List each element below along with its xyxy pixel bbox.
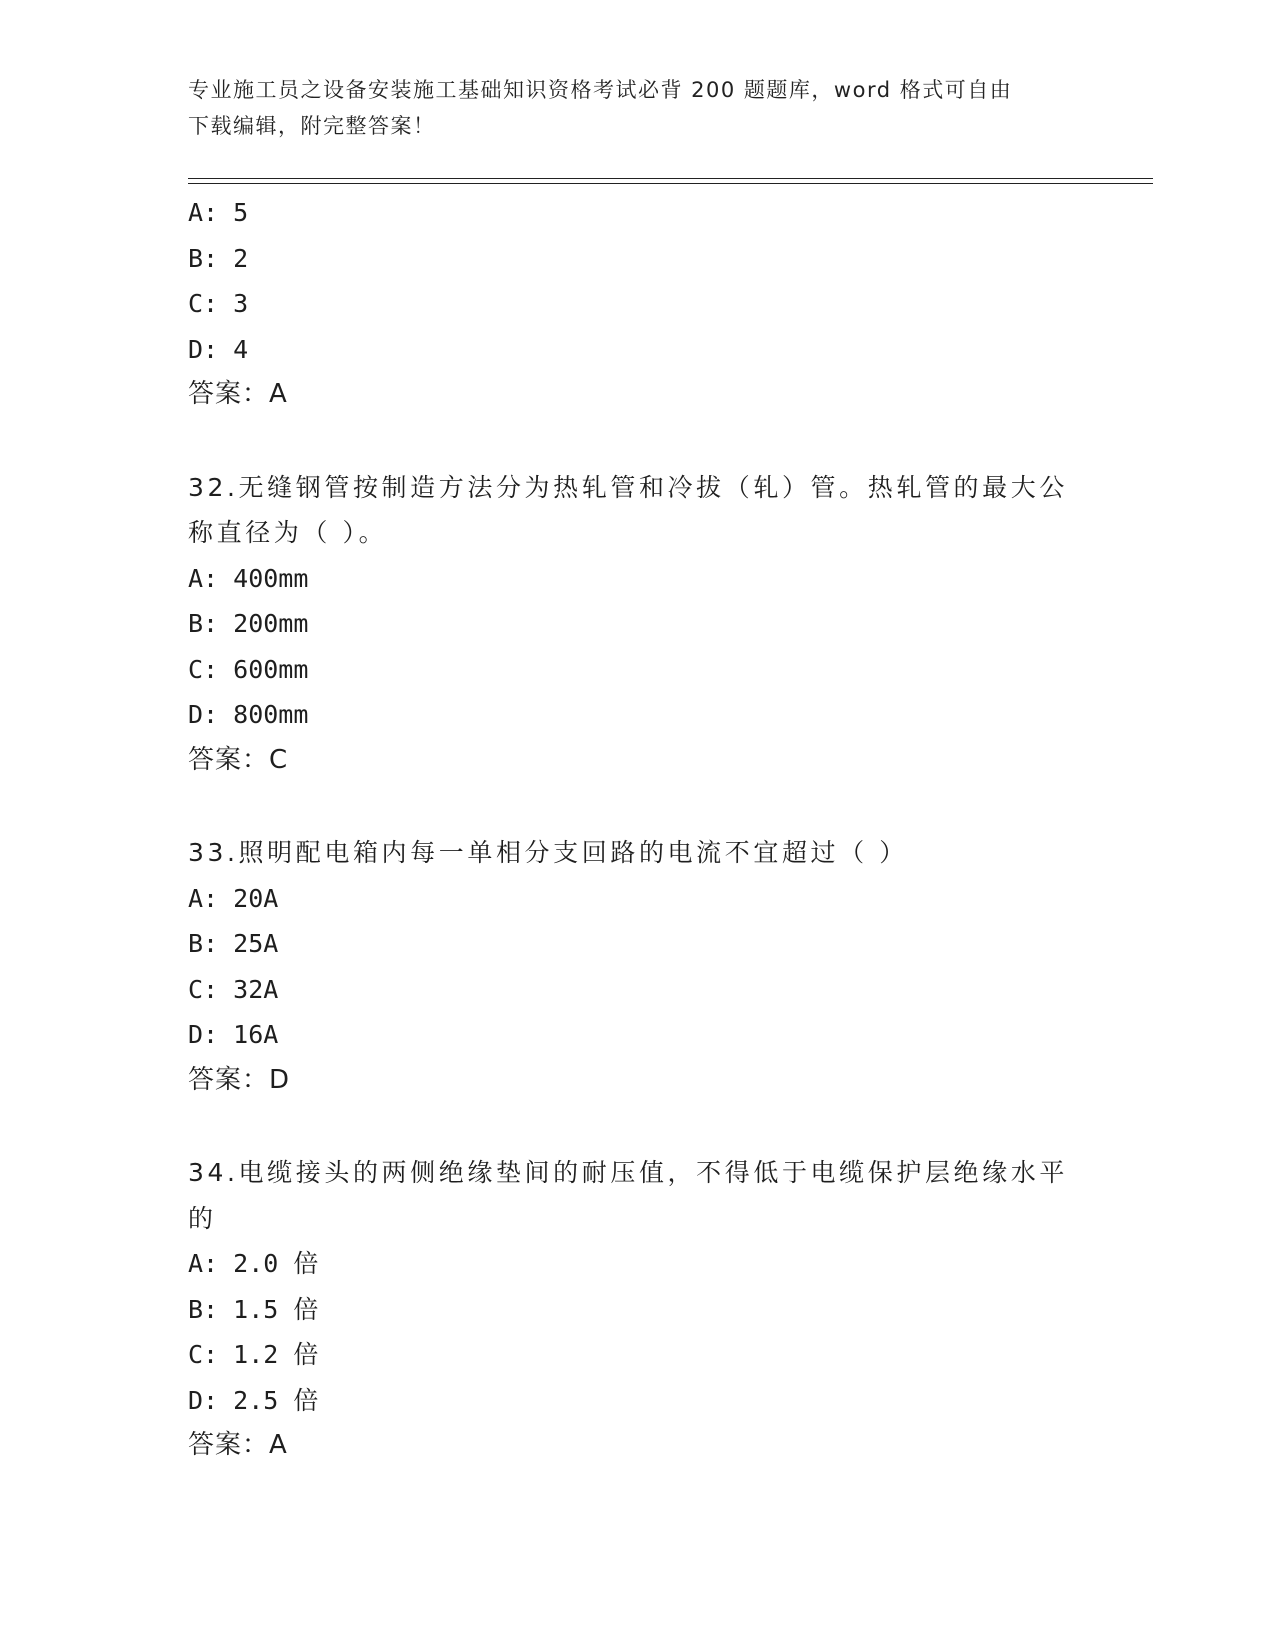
question-stem: 32.无缝钢管按制造方法分为热轧管和冷拔（轧）管。热轧管的最大公: [188, 472, 1068, 502]
spacer: [188, 418, 1088, 465]
option-c: C: 32A: [188, 974, 279, 1004]
header-rule-bottom: [188, 183, 1153, 184]
option-b: B: 2: [188, 243, 249, 273]
question-list: [188, 190, 1088, 1469]
option-b: B: 25A: [188, 929, 279, 958]
header-rule-top: [188, 178, 1153, 179]
answer: 答案：D: [188, 1064, 291, 1095]
spacer: [188, 1103, 1088, 1150]
option-d: D: 4: [188, 334, 249, 364]
header-line-1: 专业施工员之设备安装施工基础知识资格考试必背 200 题题库，word 格式可自由: [188, 78, 1013, 102]
option-a: A: 2.0 倍: [188, 1249, 319, 1278]
question-34: [188, 1150, 1088, 1469]
option-c: C: 3: [188, 289, 249, 318]
answer: 答案：A: [188, 1430, 288, 1460]
question-31: [188, 190, 1088, 418]
option-a: A: 5: [188, 198, 249, 227]
option-d: D: 2.5 倍: [188, 1385, 319, 1415]
question-stem: 34.电缆接头的两侧绝缘垫间的耐压值，不得低于电缆保护层绝缘水平: [188, 1158, 1068, 1187]
document-header: [188, 72, 1068, 144]
option-b: B: 200mm: [188, 609, 309, 638]
option-d: D: 800mm: [188, 700, 309, 729]
option-a: A: 400mm: [188, 563, 309, 593]
option-a: A: 20A: [188, 883, 279, 913]
question-stem-continued: 称直径为（ ）。: [188, 518, 388, 547]
question-stem-continued: 的: [188, 1203, 217, 1233]
question-33: [188, 830, 1088, 1103]
option-d: D: 16A: [188, 1020, 279, 1049]
answer: 答案：C: [188, 744, 289, 775]
spacer: [188, 783, 1088, 830]
option-c: C: 1.2 倍: [188, 1340, 319, 1369]
answer: 答案：A: [188, 379, 288, 409]
question-stem: 33.照明配电箱内每一单相分支回路的电流不宜超过（ ）: [188, 838, 908, 867]
option-c: C: 600mm: [188, 654, 309, 684]
header-line-2: 下载编辑，附完整答案！: [188, 114, 436, 138]
question-32: [188, 465, 1088, 784]
option-b: B: 1.5 倍: [188, 1294, 319, 1324]
